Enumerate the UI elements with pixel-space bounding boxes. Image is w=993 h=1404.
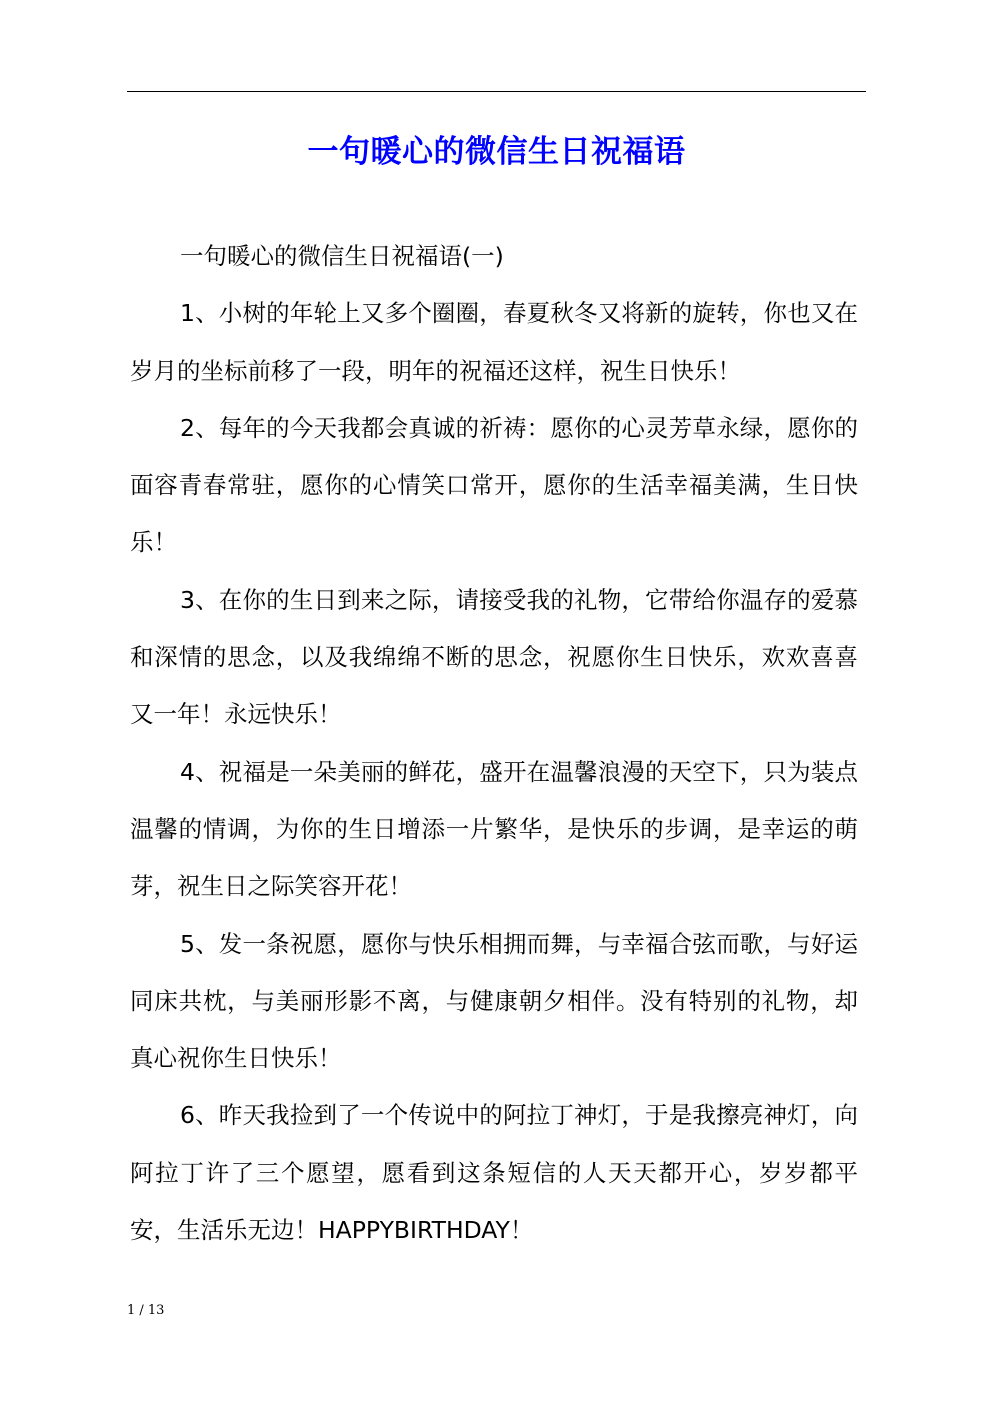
paragraph-1: 1、小树的年轮上又多个圈圈，春夏秋冬又将新的旋转，你也又在岁月的坐标前移了一段，明年的祝福还这样，祝生日快乐！ (130, 299, 858, 385)
header-rule (127, 91, 866, 92)
document-title: 一句暖心的微信生日祝福语 (307, 134, 686, 170)
paragraph-5: 5、发一条祝愿，愿你与快乐相拥而舞，与幸福合弦而歌，与好运同床共枕，与美丽形影不离，与健康朝夕相伴。没有特别的礼物，却真心祝你生日快乐！ (130, 929, 858, 1073)
page-number: 1 / 13 (127, 1303, 165, 1318)
section-heading: 一句暖心的微信生日祝福语(一) (180, 242, 504, 270)
paragraph-6: 6、昨天我捡到了一个传说中的阿拉丁神灯，于是我擦亮神灯，向阿拉丁许了三个愿望，愿看到这条短信的人天天都开心，岁岁都平安，生活乐无边！HAPPYBIRTHDAY！ (130, 1101, 858, 1245)
paragraph-2: 2、每年的今天我都会真诚的祈祷：愿你的心灵芳草永绿，愿你的面容青春常驻，愿你的心情笑口常开，愿你的生活幸福美满，生日快乐！ (130, 413, 858, 557)
paragraph-3: 3、在你的生日到来之际，请接受我的礼物，它带给你温存的爱慕和深情的思念，以及我绵绵不断的思念，祝愿你生日快乐，欢欢喜喜又一年！永远快乐！ (130, 585, 858, 729)
document-body (130, 228, 858, 1259)
paragraph-4: 4、祝福是一朵美丽的鲜花，盛开在温馨浪漫的天空下，只为装点温馨的情调，为你的生日增添一片繁华，是快乐的步调，是幸运的萌芽，祝生日之际笑容开花！ (130, 757, 858, 901)
